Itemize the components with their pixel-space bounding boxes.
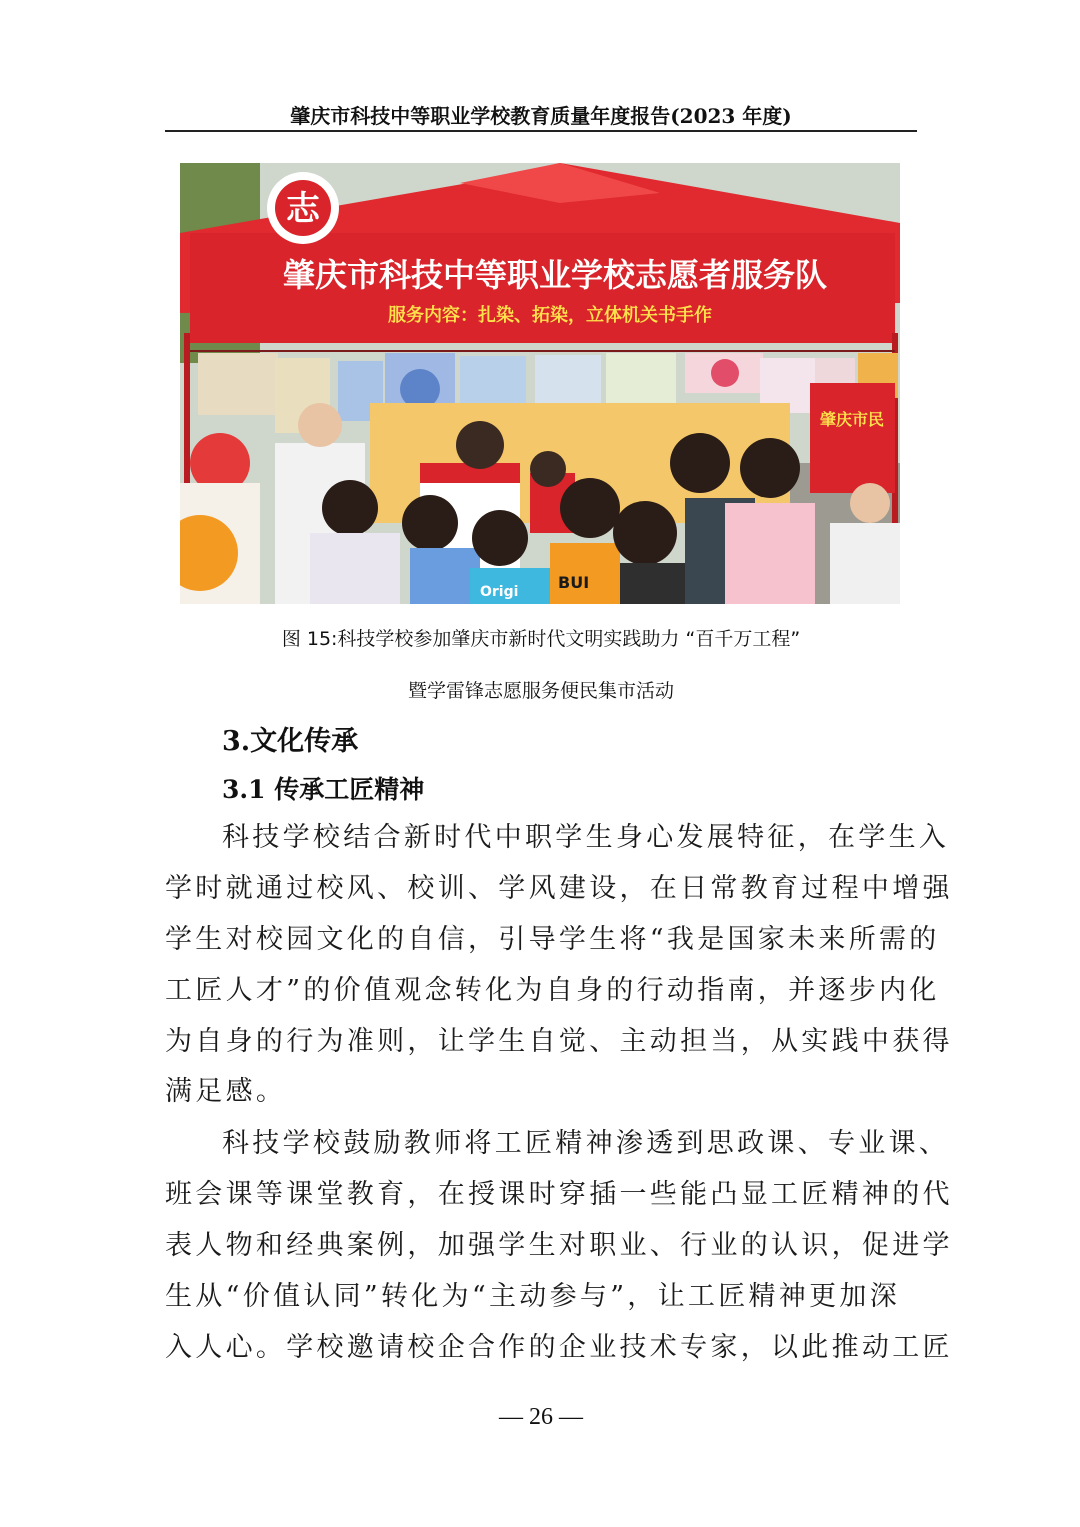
- section-heading: 3.文化传承: [222, 726, 359, 757]
- figure-caption-line2: 暨学雷锋志愿服务便民集市活动: [407, 680, 674, 702]
- shirt-text-bui: BUI: [558, 573, 590, 592]
- paragraph-line: 表人物和经典案例，加强学生对职业、行业的认识，促进学: [165, 1230, 953, 1261]
- child-pink-shirt: [725, 503, 815, 604]
- paragraph-line: 入人心。学校邀请校企合作的企业技术专家，以此推动工匠: [165, 1332, 953, 1363]
- logo-char: 志: [286, 189, 320, 229]
- paragraph-line: 工匠人才”的价值观念转化为自身的行动指南，并逐步内化: [165, 975, 940, 1006]
- paragraph-line: 科技学校结合新时代中职学生身心发展特征，在学生入: [222, 822, 950, 853]
- paragraph-line: 为自身的行为准则，让学生自觉、主动担当，从实践中获得: [165, 1026, 953, 1057]
- event-photo: [180, 163, 900, 604]
- banner-title: 肇庆市科技中等职业学校志愿者服务队: [282, 256, 828, 294]
- paragraph-line: 满足感。: [165, 1076, 287, 1107]
- header-divider: [165, 130, 917, 132]
- paragraph-line: 科技学校鼓励教师将工匠精神渗透到思政课、专业课、: [222, 1128, 950, 1159]
- section-subheading: 3.1 传承工匠精神: [222, 775, 425, 804]
- banner-subtitle: 服务内容：扎染、拓染，立体机关书手作: [388, 305, 712, 326]
- paragraph-line: 班会课等课堂教育，在授课时穿插一些能凸显工匠精神的代: [165, 1179, 953, 1210]
- tie-dye-cloth: [606, 353, 676, 403]
- tie-dye-cloth: [198, 353, 278, 415]
- page-number: — 26 —: [499, 1404, 583, 1430]
- paragraph-line: 学生对校园文化的自信，引导学生将“我是国家未来所需的: [165, 924, 940, 955]
- figure-caption-line1: 图 15:科技学校参加肇庆市新时代文明实践助力 “百千万工程”: [281, 628, 801, 650]
- shirt-text-origi: Origi: [480, 584, 519, 600]
- side-sign-text: 肇庆市民: [819, 410, 885, 429]
- report-header-title: 肇庆市科技中等职业学校教育质量年度报告(2023 年度): [290, 104, 792, 128]
- side-sign: [810, 383, 895, 493]
- paragraph-line: 生从“价值认同”转化为“主动参与”，让工匠精神更加深: [165, 1281, 901, 1312]
- paragraph-line: 学时就通过校风、校训、学风建设，在日常教育过程中增强: [165, 873, 953, 904]
